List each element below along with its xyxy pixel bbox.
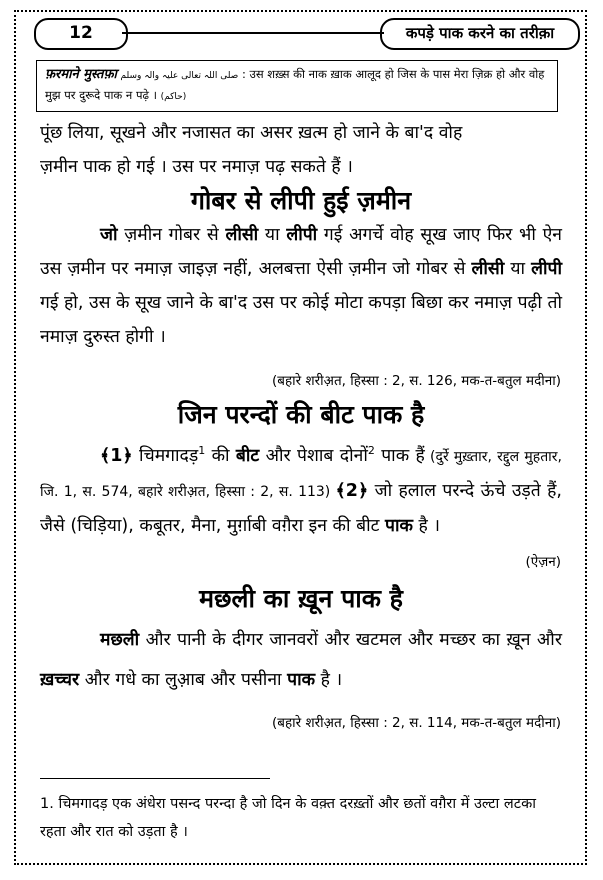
bold-term: ख़च्चर [40,670,80,690]
text-run: पाक हैं [374,445,425,466]
header-divider [122,32,384,34]
text-run: या [504,259,532,279]
text-run: की [205,445,236,466]
text-run: चिमगादड़ [132,445,199,466]
section-paragraph-gobar [40,218,562,354]
bold-term: लीसी [225,225,259,245]
footnote-marker: 2 [367,444,375,457]
text-run: और पानी के दीगर जानवरों और खटमल और मच्छर का ख़ून और [139,630,562,650]
paragraph-line: पूंछ लिया, सूखने और नजासत का असर ख़त्म हो जाने के बा'द वोह [40,123,463,143]
bold-term: जो [100,225,118,245]
text-run: जो हलाल परन्दे ऊंचे उड़ते हैं, जैसे (चिड़िया), कबूतर, मैना, मुर्ग़ाबी वग़ैरा इन की बीट [40,480,562,536]
text-run: या [258,225,287,245]
footnote-marker: 1 [198,444,206,457]
farmane-text: : उस शख़्स की नाक ख़ाक आलूद हो जिस के पास मेरा ज़िक्र हो और वोह मुझ पर दुरूदे पाक न पढ़े । [45,67,545,102]
farmane-label: फ़रमाने मुस्तफ़ा [45,67,117,82]
bold-term: लीसी [471,259,505,279]
bold-term: मछली [100,630,140,650]
point-marker: ﴾2﴿ [335,480,369,501]
footnote: 1. चिमगादड़ एक अंधेरा पसन्द परन्दा है जो दिन के वक़्त दरख़्तों और छतों वग़ैरा में उल्टा लटका रहता और रात को उड़ता है । [40,796,536,840]
continued-paragraph [40,116,562,184]
point-marker: ﴾1﴿ [100,445,133,466]
reference-citation: (बहारे शरीअ़त, हिस्सा : 2, स. 126, मक-त-बतुल मदीना) [272,373,561,389]
section-heading-machli: मछली का ख़ून पाक है [199,584,403,613]
text-run: ज़मीन गोबर से [117,225,226,245]
bold-term: बीट [235,445,260,466]
bold-term: लीपी [286,225,318,245]
salawat-text: صلی اللہ تعالی علیہ والہ وسلم [120,71,239,81]
reference-citation: (बहारे शरीअ़त, हिस्सा : 2, स. 114, मक-त-बतुल मदीना) [272,715,561,731]
page-header [24,18,580,48]
text-run: है । [315,670,343,690]
section-heading-gobar: गोबर से लीपी हुई ज़मीन [190,186,412,215]
farmane-mustafa-box [36,60,558,112]
text-run: है । [412,515,440,536]
page-number: 12 [34,18,128,50]
aizan-citation: (ऐज़न) [525,554,561,570]
text-run: गई अगर्चे वोह सूख जाए फिर भी ऐन उस ज़मीन पर नमाज़ जाइज़ नहीं, अलबत्ता ऐसी ज़मीन जो गोबर से [40,225,562,279]
section-heading-beet: जिन परन्दों की बीट पाक है [177,400,425,429]
bold-term: लीपी [531,259,562,279]
bold-term: पाक [385,515,413,536]
text-run: गई हो, उस के सूख जाने के बा'द उस पर कोई मोटा कपड़ा बिछा कर नमाज़ पढ़ी तो नमाज़ दुरुस्त होगी । [40,293,562,347]
chapter-title: कपड़े पाक करने का तरीक़ा [380,18,580,50]
footnote-divider [40,778,270,779]
farmane-source: (حاکم) [160,92,187,102]
bold-term: पाक [287,670,316,690]
section-paragraph-machli [40,620,562,700]
text-run: और पेशाब दोनों [259,445,368,466]
paragraph-line: ज़मीन पाक हो गई । उस पर नमाज़ पढ़ सकते हैं । [40,157,353,177]
text-run: और गधे का लुआ़ब और पसीना [79,670,288,690]
section-paragraph-beet [40,434,562,543]
inline-citation: (दुर्रे मुख़्तार, रद्दुल मुहतार, जि. 1, स. 574, बहारे शरीअ़त, हिस्सा : 2, स. 113) [40,448,562,500]
